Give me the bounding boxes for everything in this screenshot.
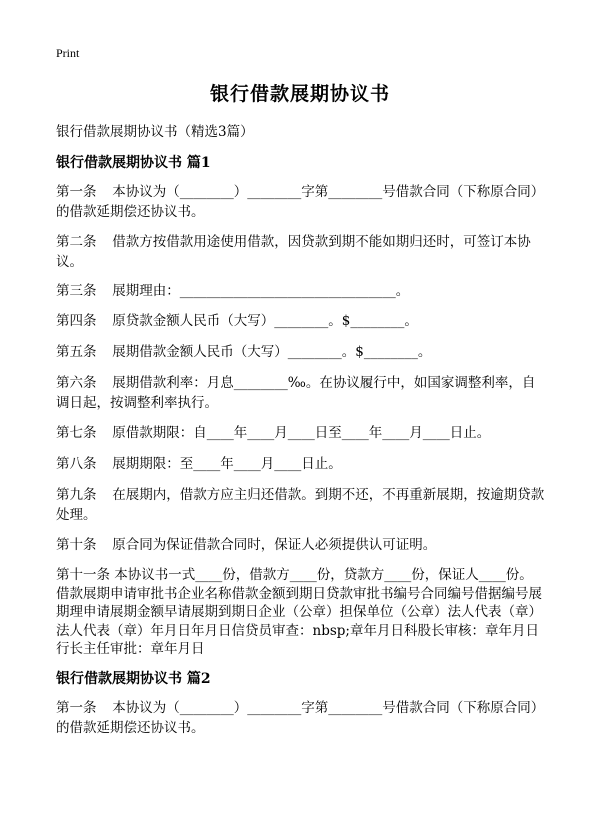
document-subtitle: 银行借款展期协议书（精选3篇） <box>56 124 254 140</box>
clause-5 <box>56 342 546 362</box>
clause-number: 第九条 <box>56 487 97 503</box>
section2-clause-1 <box>56 698 546 738</box>
clause-3 <box>56 281 546 301</box>
clause-number: 第四条 <box>56 313 97 329</box>
clause-text: 在展期内，借款方应主归还借款。到期不还，不再重新展期，按逾期贷款处理。 <box>56 487 545 523</box>
clause-number: 第六条 <box>56 375 97 391</box>
clause-1 <box>56 182 546 222</box>
clause-6 <box>56 373 546 413</box>
clause-text: 本协议为（________）________字第________号借款合同（下称原合同）的借款延期偿还协议书。 <box>56 700 545 736</box>
clause-text: 原贷款金额人民币（大写）________。$________。 <box>112 313 418 329</box>
clause-number: 第一条 <box>56 184 97 200</box>
clause-text: 展期理由：________________________________。 <box>112 283 410 299</box>
clause-7 <box>56 423 546 443</box>
clause-text: 借款方按借款用途使用借款，因贷款到期不能如期归还时，可签订本协议。 <box>56 234 531 270</box>
clause-number: 第十条 <box>56 537 97 553</box>
clause-text: 本协议书一式____份，借款方____份，贷款方____份，保证人____份。借款展期申请审批书企业名称借款金额到期日贷款审批书编号合同编号借据编号展期理申请展期金额早请展期到期日企业（公章）担保单位（公章）法人代表（章）法人代表（章）年月日年月日信贷员审查：nbsp;章年月日科股长审核：章年月日行长主任审批：章年月日 <box>56 567 542 657</box>
clause-9 <box>56 485 546 525</box>
document-title: 银行借款展期协议书 <box>209 83 390 105</box>
clause-4 <box>56 311 546 331</box>
clause-number: 第一条 <box>56 700 97 716</box>
clause-number: 第二条 <box>56 234 97 250</box>
clause-number: 第五条 <box>56 344 97 360</box>
clause-text: 本协议为（________）________字第________号借款合同（下称原合同）的借款延期偿还协议书。 <box>56 184 545 220</box>
clause-8 <box>56 454 546 474</box>
clause-number: 第七条 <box>56 425 97 441</box>
clause-text: 展期期限：至____年____月____日止。 <box>112 456 342 472</box>
clause-number: 第八条 <box>56 456 97 472</box>
clause-text: 原合同为保证借款合同时，保证人必须提供认可证明。 <box>112 537 437 553</box>
clause-10 <box>56 535 546 555</box>
clause-11 <box>56 566 546 659</box>
print-label[interactable]: Print <box>56 46 80 60</box>
clause-number: 第三条 <box>56 283 97 299</box>
section-heading-2: 银行借款展期协议书 篇2 <box>56 671 211 687</box>
clause-text: 展期借款金额人民币（大写）________。$________。 <box>112 344 432 360</box>
clause-text: 展期借款利率：月息________‰。在协议履行中，如国家调整利率，自调日起，按调整利率执行。 <box>56 375 536 411</box>
clause-text: 原借款期限：自____年____月____日至____年____月____日止。 <box>112 425 491 441</box>
clause-number: 第十一条 <box>56 567 110 583</box>
section-heading-1: 银行借款展期协议书 篇1 <box>56 155 211 171</box>
clause-2 <box>56 232 546 272</box>
